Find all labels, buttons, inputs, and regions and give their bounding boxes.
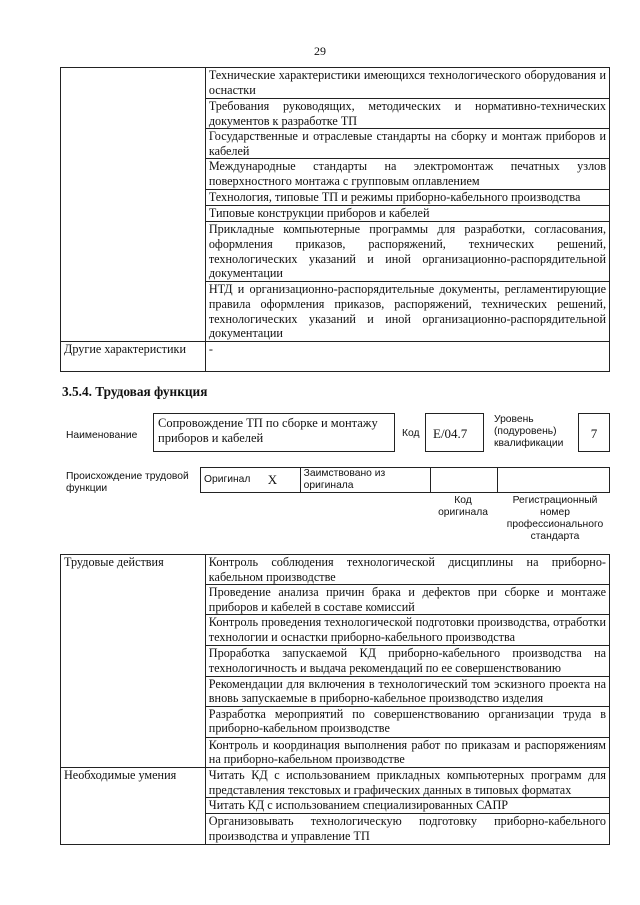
table-row: Проведение анализа причин брака и дефектов при сборке и монтаже приборов и кабелей в составе комиссий [205, 585, 609, 615]
original-label: Оригинал [201, 468, 265, 493]
table-row: Контроль и координация выполнения работ по приказам и распоряжениям на приборно-кабельном производстве [205, 737, 609, 767]
table-row: Читать КД с использованием прикладных компьютерных программ для представления текстовых и графических данных в типовых форматах [205, 767, 609, 797]
knowledge-table [60, 67, 610, 372]
table-row: Технические характеристики имеющихся технологического оборудования и оснастки [205, 68, 609, 99]
page-number: 29 [314, 44, 326, 58]
registration-number-cell [497, 468, 609, 493]
table-row: Прикладные компьютерные программы для разработки, согласования, оформления приказов, распоряжений, технических решений, технологических указаний и иной организационно-распорядительной документации [205, 222, 609, 282]
table-row: Контроль соблюдения технологической дисциплины на приборно-кабельном производстве [205, 555, 609, 585]
labor-function-table [60, 554, 610, 845]
labor-actions-label: Трудовые действия [61, 555, 206, 768]
table-row: Технология, типовые ТП и режимы приборно-кабельного производства [205, 190, 609, 206]
table-row: Требования руководящих, методических и нормативно-технических документов к разработке ТП [205, 99, 609, 129]
table-row: Проработка запускаемой КД приборно-кабельного производства на технологичность и выдача рекомендаций по ее совершенствованию [205, 646, 609, 676]
table-row: Международные стандарты на электромонтаж печатных узлов поверхностного монтажа с групповым оплавлением [205, 159, 609, 190]
origin-label: Происхождение трудовой функции [66, 471, 189, 494]
table-row: Типовые конструкции приборов и кабелей [205, 206, 609, 222]
qualification-level: 7 [590, 426, 598, 441]
table-row: Контроль проведения технологической подготовки производства, отработки технологии и оснастки приборно-кабельного производства [205, 615, 609, 646]
table-row: Рекомендации для включения в технологический том эскизного проекта на вновь запускаемые в приборно-кабельное производство изделия [205, 676, 609, 706]
original-mark: X [265, 468, 300, 493]
borrowed-label: Заимствовано из оригинала [300, 468, 431, 493]
origin-table [200, 467, 610, 493]
skills-label: Необходимые умения [61, 767, 206, 844]
original-code-cell [431, 468, 498, 493]
table-row: Разработка мероприятий по совершенствованию организации труда в приборно-кабельном производстве [205, 706, 609, 737]
table-label-cell [61, 68, 206, 342]
function-name-box [153, 413, 395, 452]
function-code-box [425, 413, 484, 452]
table-row: Читать КД с использованием специализированных САПР [205, 798, 609, 814]
qualification-level-box [578, 413, 610, 452]
registration-caption: Регистрационный номер профессионального стандарта [506, 495, 604, 542]
function-name: Сопровождение ТП по сборке и монтажу приборов и кабелей [158, 416, 378, 445]
qualification-level-label: Уровень (подуровень) квалификации [494, 414, 564, 449]
table-row: Организовывать технологическую подготовку приборно-кабельного производства и управление ТП [205, 814, 609, 845]
table-row: НТД и организационно-распорядительные документы, регламентирующие правила оформления приказов, распоряжений, технических решений, технологических указаний и иной организационно-распорядительной документации [205, 282, 609, 342]
code-caption: Код оригинала [438, 495, 488, 518]
table-row: Государственные и отраслевые стандарты на сборку и монтаж приборов и кабелей [205, 129, 609, 159]
function-code: E/04.7 [433, 426, 468, 441]
code-label: Код [402, 428, 420, 439]
other-characteristics-value: - [205, 342, 609, 372]
other-characteristics-label: Другие характеристики [61, 342, 206, 372]
name-label: Наименование [66, 430, 138, 441]
section-title: 3.5.4. Трудовая функция [62, 384, 208, 399]
